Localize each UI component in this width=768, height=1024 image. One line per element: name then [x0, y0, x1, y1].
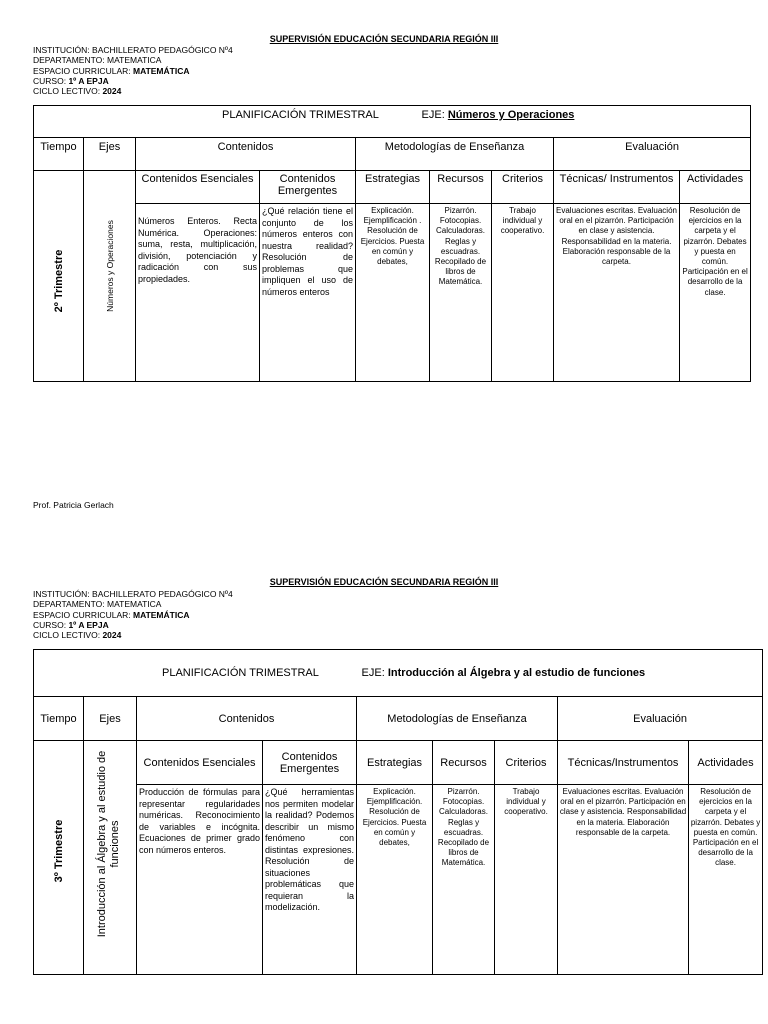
sub-recursos: Recursos: [430, 171, 492, 204]
supervision-title: SUPERVISIÓN EDUCACIÓN SECUNDARIA REGIÓN III: [269, 34, 499, 44]
col-tiempo-2: Tiempo: [34, 697, 84, 741]
col-metodologias: Metodologías de Enseñanza: [356, 138, 554, 171]
planning-table-1: [33, 105, 751, 382]
eje-cell: [84, 171, 136, 382]
criterios-2: Trabajo individual y cooperativo.: [495, 785, 558, 975]
sub-estrategias: Estrategias: [356, 171, 430, 204]
sub-emergentes-2: Contenidos Emergentes: [263, 741, 357, 785]
sub-estrategias-2: Estrategias: [357, 741, 433, 785]
col-evaluacion: Evaluación: [554, 138, 751, 171]
recursos-2: Pizarrón. Fotocopias. Calculadoras. Reglas y escuadras. Recopilado de libros de Matemática.: [433, 785, 495, 975]
col-contenidos-2: Contenidos: [137, 697, 357, 741]
col-contenidos: Contenidos: [136, 138, 356, 171]
col-metodologias-2: Metodologías de Enseñanza: [357, 697, 558, 741]
sub-esenciales-2: Contenidos Esenciales: [137, 741, 263, 785]
espacio-line: ESPACIO CURRICULAR: MATEMÁTICA: [33, 609, 190, 620]
institucion-line: INSTITUCIÓN: BACHILLERATO PEDAGÓGICO Nº4: [33, 589, 233, 599]
institucion-line: INSTITUCIÓN: BACHILLERATO PEDAGÓGICO Nº4: [33, 45, 233, 55]
contenidos-esenciales-2: Producción de fórmulas para representar regularidades numéricas. Reconocimiento de variables e incógnita. Ecuaciones de primer grado con números enteros.: [137, 785, 263, 975]
sub-recursos-2: Recursos: [433, 741, 495, 785]
trimestre-cell-2: [34, 741, 84, 975]
plan-header: PLANIFICACIÓN TRIMESTRAL EJE: Números y Operaciones: [34, 106, 751, 138]
sub-actividades: Actividades: [680, 171, 751, 204]
ciclo-line: CICLO LECTIVO: 2024: [33, 630, 122, 641]
col-evaluacion-2: Evaluación: [558, 697, 763, 741]
sub-esenciales: Contenidos Esenciales: [136, 171, 260, 204]
plan-header-2: PLANIFICACIÓN TRIMESTRAL EJE: Introducción al Álgebra y al estudio de funciones: [34, 650, 763, 697]
tecnicas-2: Evaluaciones escritas. Evaluación oral en el pizarrón. Participación en clase y asistencia. Responsabilidad en la materia. Elaboración responsable de la carpeta.: [558, 785, 689, 975]
eje-cell-2: [84, 741, 137, 975]
eje-vertical-label: Números y Operaciones: [105, 220, 115, 312]
sub-criterios: Criterios: [492, 171, 554, 204]
departamento-line: DEPARTAMENTO: MATEMATICA: [33, 599, 162, 610]
contenidos-emergentes: ¿Qué relación tiene el conjunto de los números enteros con nuestra realidad? Resolución de problemas que impliquen el uso de números enteros: [260, 204, 356, 382]
contenidos-esenciales: Números Enteros. Recta Numérica. Operaciones: suma, resta, multiplicación, división, potenciación y radicación con sus propiedades.: [136, 204, 260, 382]
ciclo-line: CICLO LECTIVO: 2024: [33, 86, 122, 97]
supervision-title-2: SUPERVISIÓN EDUCACIÓN SECUNDARIA REGIÓN III: [269, 577, 499, 587]
sub-actividades-2: Actividades: [689, 741, 763, 785]
tecnicas: Evaluaciones escritas. Evaluación oral en el pizarrón. Participación en clase y asistencia. Responsabilidad en la materia. Elaboración responsable de la carpeta.: [554, 204, 680, 382]
sub-emergentes: Contenidos Emergentes: [260, 171, 356, 204]
espacio-line: ESPACIO CURRICULAR: MATEMÁTICA: [33, 65, 190, 76]
sub-criterios-2: Criterios: [495, 741, 558, 785]
trimestre-label: 2º Trimestre: [53, 249, 65, 313]
planning-table-2: [33, 649, 763, 975]
header-info-2: [33, 589, 233, 640]
sub-tecnicas-2: Técnicas/Instrumentos: [558, 741, 689, 785]
col-tiempo: Tiempo: [34, 138, 84, 171]
curso-line: CURSO: 1º A EPJA: [33, 75, 109, 86]
curso-line: CURSO: 1º A EPJA: [33, 619, 109, 630]
contenidos-emergentes-2: ¿Qué herramientas nos permiten modelar la realidad? Podemos describir un mismo fenómeno con distintas expresiones. Resolución de situaciones problemáticas que requieran la modelización.: [263, 785, 357, 975]
eje-vertical-label-2: Introducción al Álgebra y al estudio de funciones: [96, 750, 121, 938]
trimestre-cell: [34, 171, 84, 382]
recursos: Pizarrón. Fotocopias. Calculadoras. Reglas y escuadras. Recopilado de libros de Matemática.: [430, 204, 492, 382]
actividades: Resolución de ejercicios en la carpeta y el pizarrón. Debates y puesta en común. Participación en el desarrollo de la clase.: [680, 204, 751, 382]
departamento-line: DEPARTAMENTO: MATEMATICA: [33, 55, 162, 66]
header-info: [33, 45, 233, 96]
estrategias: Explicación. Ejemplificación . Resolución de Ejercicios. Puesta en común y debates,: [356, 204, 430, 382]
col-ejes-2: Ejes: [84, 697, 137, 741]
actividades-2: Resolución de ejercicios en la carpeta y el pizarrón. Debates y puesta en común. Participación en el desarrollo de la clase.: [689, 785, 763, 975]
prof-signature: Prof. Patricia Gerlach: [33, 500, 114, 510]
sub-tecnicas: Técnicas/ Instrumentos: [554, 171, 680, 204]
estrategias-2: Explicación. Ejemplificación. Resolución de Ejercicios. Puesta en común y debates,: [357, 785, 433, 975]
col-ejes: Ejes: [84, 138, 136, 171]
trimestre-label-2: 3º Trimestre: [53, 819, 65, 883]
criterios: Trabajo individual y cooperativo.: [492, 204, 554, 382]
